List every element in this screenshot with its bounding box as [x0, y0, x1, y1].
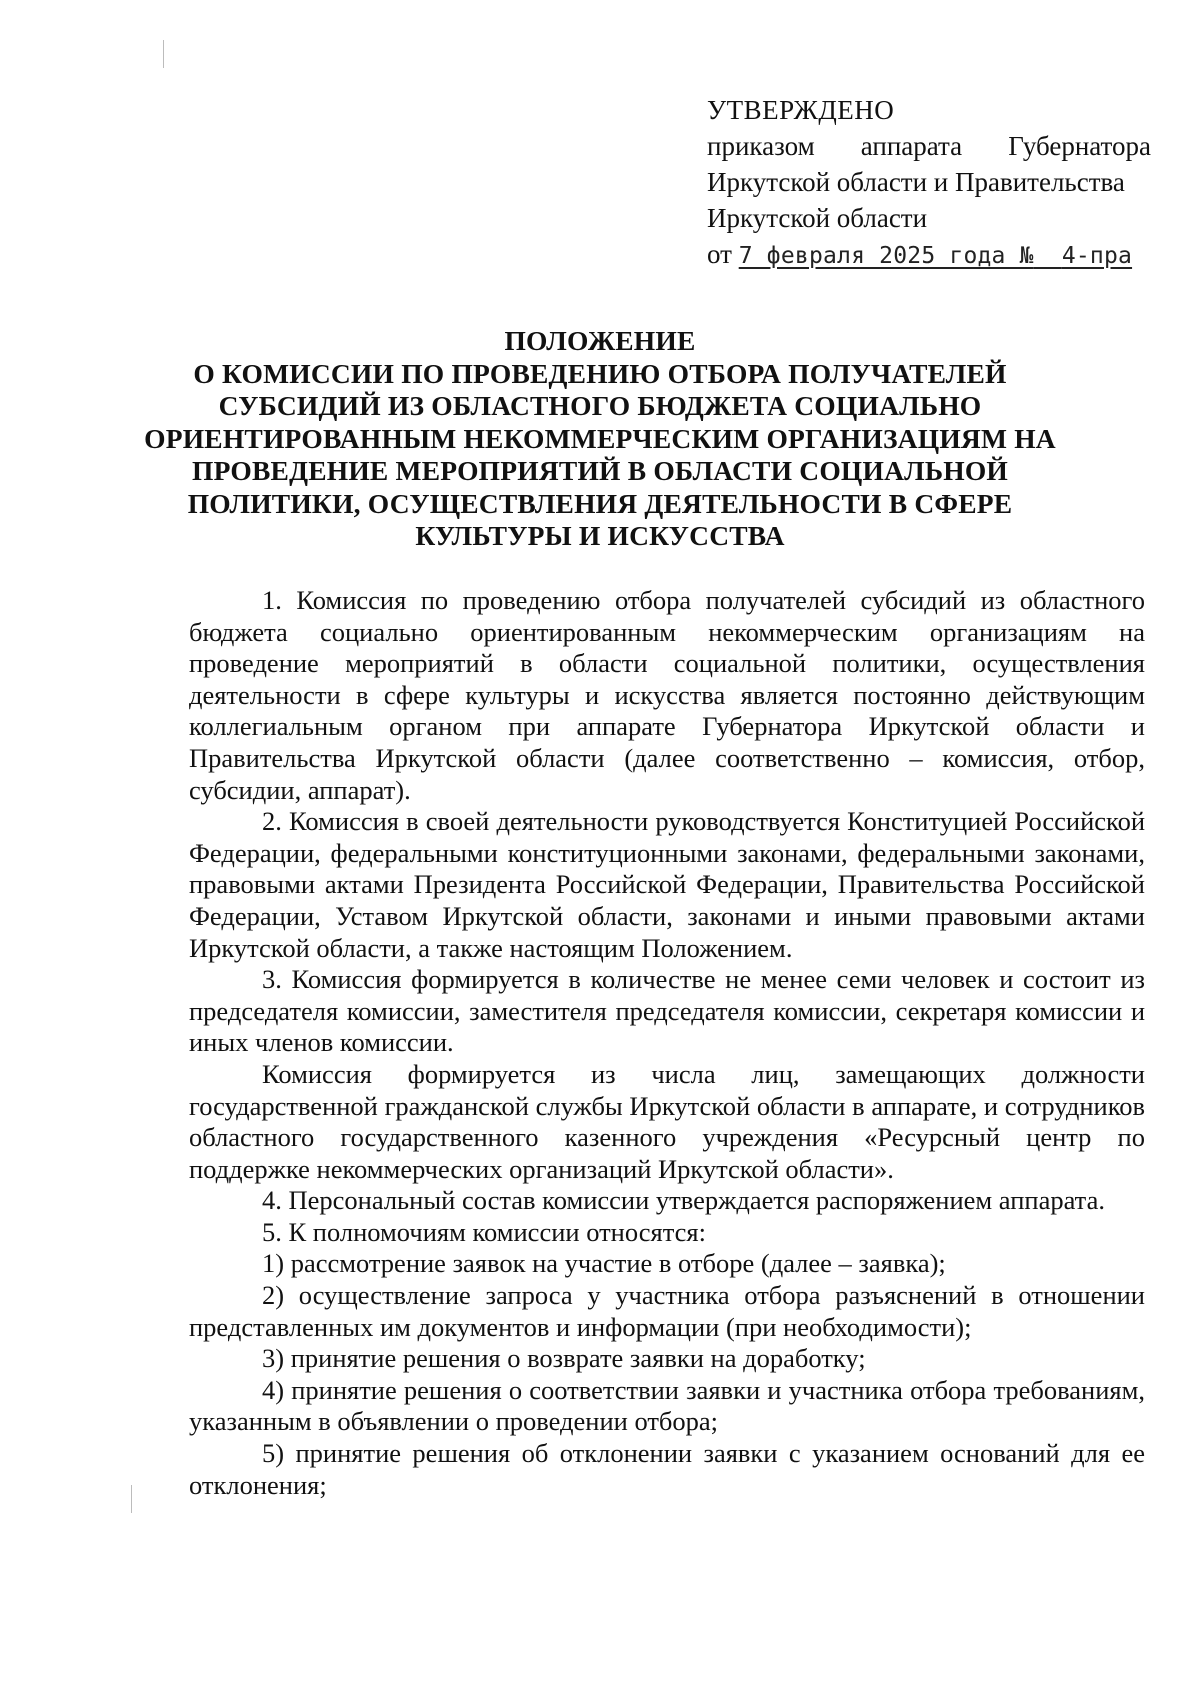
- title-line-7: КУЛЬТУРЫ И ИСКУССТВА: [415, 520, 785, 551]
- title-line-3: СУБСИДИЙ ИЗ ОБЛАСТНОГО БЮДЖЕТА СОЦИАЛЬНО: [218, 390, 982, 421]
- title-line-2: О КОМИССИИ ПО ПРОВЕДЕНИЮ ОТБОРА ПОЛУЧАТЕЛЕЙ: [193, 357, 1007, 389]
- paragraph-5: 5. К полномочиям комиссии относятся:: [262, 1216, 706, 1247]
- approval-stamp-block: [707, 92, 1151, 274]
- title-line-1: ПОЛОЖЕНИЕ: [504, 325, 696, 356]
- scan-mark-top: [163, 40, 164, 68]
- approval-line-3: Иркутской области: [707, 203, 928, 233]
- title-line-5: ПРОВЕДЕНИЕ МЕРОПРИЯТИЙ В ОБЛАСТИ СОЦИАЛЬНОЙ: [191, 455, 1008, 486]
- approval-number-gap: [1034, 243, 1062, 269]
- list-item-4: 4) принятие решения о соответствии заявки и участника отбора требованиям, указанным в объявлении о проведении отбора;: [189, 1374, 1145, 1437]
- approval-date-value: 7 февраля 2025 года №: [738, 243, 1034, 269]
- paragraph-4: 4. Персональный состав комиссии утверждается распоряжением аппарата.: [262, 1185, 1105, 1216]
- list-item-5: 5) принятие решения об отклонении заявки с указанием оснований для ее отклонения;: [189, 1438, 1145, 1500]
- title-line-6: ПОЛИТИКИ, ОСУЩЕСТВЛЕНИЯ ДЕЯТЕЛЬНОСТИ В СФЕРЕ: [187, 487, 1013, 519]
- document-title: [140, 325, 1060, 553]
- title-line-4: ОРИЕНТИРОВАННЫМ НЕКОММЕРЧЕСКИМ ОРГАНИЗАЦИЯМ НА: [144, 422, 1056, 454]
- paragraph-1: 1. Комиссия по проведению отбора получателей субсидий из областного бюджета социально ориентированным некоммерческим организациям на проведение мероприятий в области социальной политики, осуществления деятельности в сфере культуры и искусства является постоянно действующим коллегиальным органом при аппарате Губернатора Иркутской области и Правительства Иркутской области (далее соответственно – комиссия, отбор, субсидии, аппарат).: [189, 585, 1145, 805]
- approval-number-value: 4-пра: [1061, 243, 1133, 269]
- list-item-2: 2) осуществление запроса у участника отбора разъяснений в отношении представленных им документов и информации (при необходимости);: [189, 1280, 1145, 1342]
- list-item-1: 1) рассмотрение заявок на участие в отборе (далее – заявка);: [262, 1248, 946, 1279]
- approval-line-1: приказом аппарата Губернатора: [707, 131, 1151, 161]
- list-item-3: 3) принятие решения о возврате заявки на доработку;: [262, 1343, 866, 1374]
- approval-line-2: Иркутской области и Правительства: [707, 167, 1125, 197]
- approval-title: УТВЕРЖДЕНО: [707, 95, 895, 125]
- paragraph-2: 2. Комиссия в своей деятельности руководствуется Конституцией Российской Федерации, федеральными конституционными законами, федеральными законами, правовыми актами Президента Российской Федерации, Правительства Российской Федерации, Уставом Иркутской области, законами и иными правовыми актами Иркутской области, а также настоящим Положением.: [189, 806, 1145, 963]
- paragraph-3: 3. Комиссия формируется в количестве не менее семи человек и состоит из председателя комиссии, заместителя председателя комиссии, секретаря комиссии и иных членов комиссии.: [189, 964, 1145, 1058]
- paragraph-3-continued: Комиссия формируется из числа лиц, замещающих должности государственной гражданской службы Иркутской области в аппарате, и сотрудников областного государственного казенного учреждения «Ресурсный центр по поддержке некоммерческих организаций Иркутской области».: [189, 1058, 1145, 1184]
- scan-mark-bottom: [131, 1485, 132, 1513]
- approval-date-line: [707, 236, 1151, 274]
- document-body: [189, 585, 1145, 1501]
- approval-date-prefix: от: [707, 239, 732, 269]
